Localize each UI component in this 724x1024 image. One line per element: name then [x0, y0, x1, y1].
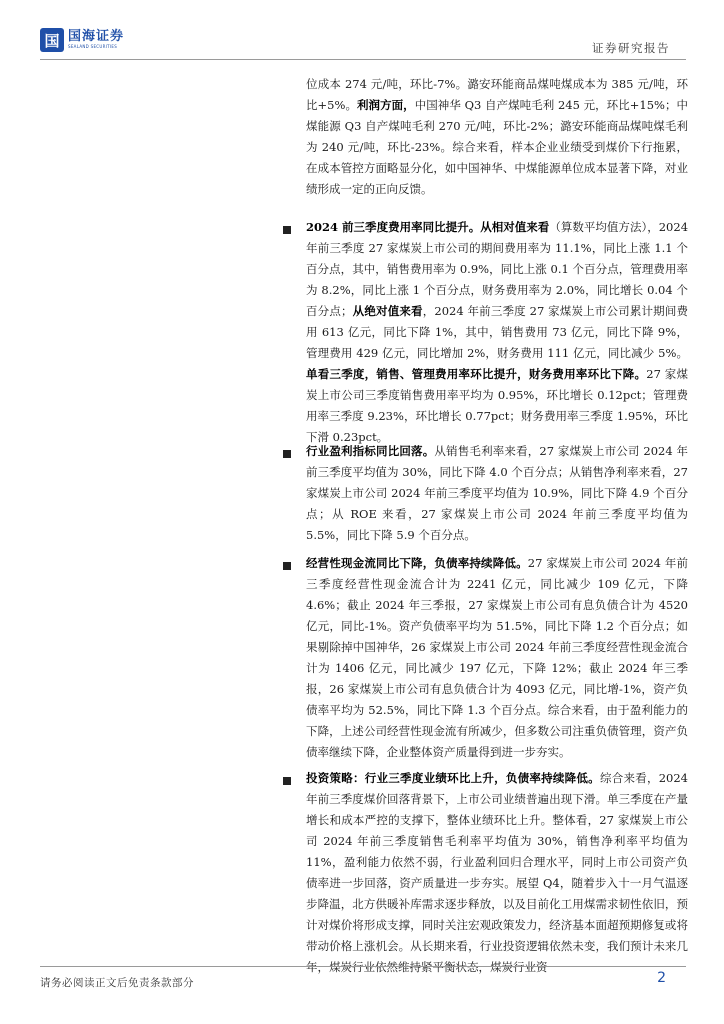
body-text: 27 家煤炭上市公司 2024 年前三季度经营性现金流合计为 2241 亿元，同比减少 109 亿元，下降 4.6%；截止 2024 年三季报，27 家煤炭上市公司有息负债合计为 4520 亿元，同比-1%。资产负债率平均为 51.5%，同比下降 1.2 个百分点；如果剔除掉中国神华，26 家煤炭上市公司 2024 年前三季度经营性现金流合计为 1406 亿元，同比减少 197 亿元，下降 12%；截止 2024 年三季报，26 家煤炭上市公司有息负债合计为 4093 亿元，同比增-1%，资产负债率平均为 52.5%，同比下降 1.3 个百分点。综合来看，由于盈利能力的下降，上述公司经营性现金流有所减少，但多数公司注重负债管理，资产负债率继续下降，企业整体资产质量得到进一步夯实。 — [306, 556, 688, 759]
bold-highlight: 行业盈利指标同比回落。 — [306, 444, 435, 458]
paragraph-expense-ratio — [306, 217, 688, 448]
bold-highlight: 经营性现金流同比下降，负债率持续降低。 — [306, 556, 528, 570]
logo-text — [68, 30, 124, 50]
body-text: 中国神华 Q3 自产煤吨毛利 245 元，环比+15%；中煤能源 Q3 自产煤吨毛利 270 元/吨，环比-2%；潞安环能商品煤吨煤毛利为 240 元/吨，环比-23%。综合来看，样本企业业绩受到煤价下行拖累，在成本管控方面略显分化，如中国神华、中煤能源单位成本显著下降，对业绩形成一定的正向反馈。 — [306, 98, 688, 196]
logo-icon: 国 — [40, 28, 64, 52]
body-text: 27 家煤炭上市公司三季度销售费用率平均为 0.95%，环比增长 0.12pct；管理费用率三季度 9.23%，环比增长 0.77pct；财务费用率三季度 1.95%，环比下滑 0.23pct。 — [306, 367, 689, 444]
paragraph-investment-strategy — [306, 768, 688, 978]
bullet-icon — [283, 562, 291, 570]
bold-highlight: 单看三季度，销售、管理费用率环比提升，财务费用率环比下降。 — [306, 367, 647, 381]
disclaimer-note: 请务必阅读正文后免责条款部分 — [40, 977, 194, 989]
bold-highlight: 利润方面， — [357, 98, 415, 112]
company-logo — [40, 28, 124, 52]
paragraph-profitability — [306, 441, 688, 546]
page-header — [0, 0, 724, 62]
bold-highlight: 2024 前三季度费用率同比提升。从相对值来看 — [306, 220, 550, 234]
bullet-icon — [283, 226, 291, 234]
bold-highlight: 投资策略：行业三季度业绩环比上升，负债率持续降低。 — [306, 771, 600, 785]
document-type-label: 证券研究报告 — [592, 41, 670, 55]
bullet-icon — [283, 777, 291, 785]
footer-divider — [40, 966, 686, 967]
body-text: ，2024 年前三季度 27 家煤炭上市公司累计期间费用 613 亿元，同比下降 1%，其中，销售费用 73 亿元，同比下降 9%，管理费用 429 亿元，同比增加 2%，财务费用 111 亿元，同比减少 5%。 — [306, 304, 688, 360]
bold-highlight: 从绝对值来看 — [352, 304, 423, 318]
paragraph-cost-profit — [306, 74, 688, 200]
body-text: 从销售毛利率来看，27 家煤炭上市公司 2024 年前三季度平均值为 30%，同比下降 4.0 个百分点；从销售净利率来看，27 家煤炭上市公司 2024 年前三季度平均值为 10.9%，同比下降 4.9 个百分点；从 ROE 来看，27 家煤炭上市公司 2024 年前三季度平均值为 5.5%，同比下降 5.9 个百分点。 — [306, 444, 689, 542]
body-text: 综合来看，2024 年前三季度煤价回落背景下，上市公司业绩普遍出现下滑。单三季度在产量增长和成本严控的支撑下，整体业绩环比上升。整体看，27 家煤炭上市公司 2024 年前三季度销售毛利率平均值为 30%，销售净利率平均值为 11%，盈利能力依然不弱，行业盈利回归合理水平，同时上市公司资产负债率进一步回落，资产质量进一步夯实。展望 Q4，随着步入十一月气温逐步降温，北方供暖补库需求逐步释放，以及目前化工用煤需求韧性依旧，预计对煤价将形成支撑，同时关注宏观政策发力，经济基本面超预期修复或将带动价格上涨机会。从长期来看，行业投资逻辑依然未变，我们预计未来几年，煤炭行业依然维持紧平衡状态，煤炭行业资 — [306, 771, 688, 974]
logo-name-en: SEALAND SECURITIES — [68, 44, 118, 49]
paragraph-cashflow-debt — [306, 553, 688, 763]
header-divider — [40, 59, 686, 60]
body-text: （算数平均值方法），2024 年前三季度 27 家煤炭上市公司的期间费用率为 11.1%，同比上涨 1.1 个百分点，其中，销售费用率为 0.9%，同比上涨 0.1 个百分点，管理费用率为 8.2%，同比上涨 1 个百分点，财务费用率为 2.0%，同比增长 0.04 个百分点； — [306, 220, 689, 318]
page-number: 2 — [657, 970, 666, 986]
bullet-icon — [283, 450, 291, 458]
logo-name-cn: 国海证券 — [68, 29, 125, 44]
body-text: 位成本 274 元/吨，环比-7%。潞安环能商品煤吨煤成本为 385 元/吨，环比+5%。 — [306, 77, 688, 112]
